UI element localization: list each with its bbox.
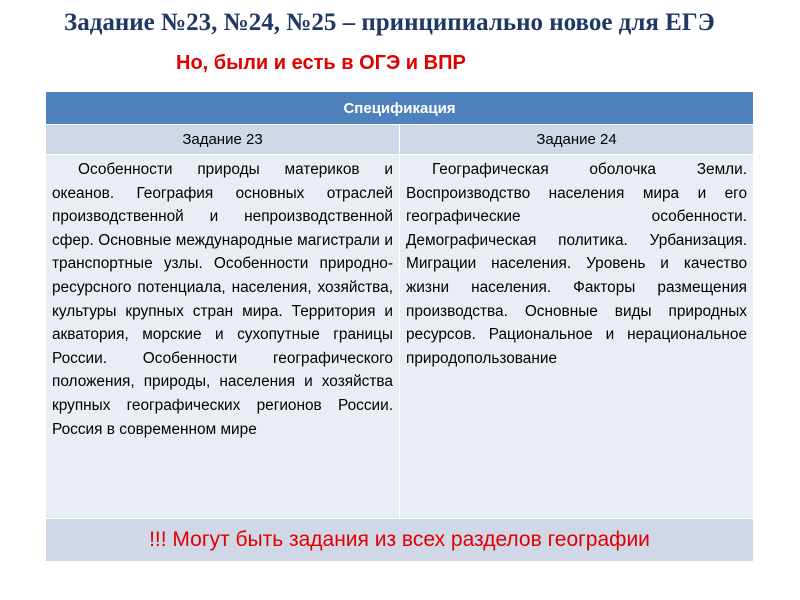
cell-task-24-content: Географическая оболочка Земли. Воспроизводство населения мира и его географические особенности. Демографическая политика. Урбанизация. Миграции населения. Уровень и качество жизни населения. Факторы размещения производства. Основные виды природных ресурсов. Рациональное и нерациональное природопользование: [400, 155, 754, 519]
table-row: [46, 155, 754, 519]
table-caption: Спецификация: [46, 92, 754, 125]
table-column-header-row: [46, 125, 754, 155]
specification-table: [45, 91, 754, 562]
table-footer-note: !!! Могут быть задания из всех разделов географии: [46, 519, 754, 562]
slide-title: Задание №23, №24, №25 – принципиально новое для ЕГЭ: [64, 9, 715, 36]
table-footer-row: [46, 519, 754, 562]
table-header-row: [46, 92, 754, 125]
slide-subtitle: Но, были и есть в ОГЭ и ВПР: [176, 52, 466, 74]
cell-task-23-content: Особенности природы материков и океанов. География основных отраслей производственной и непроизводственной сфер. Основные международные магистрали и транспортные узлы. Особенности природно- ресурсного потенциала, населения, хозяйства, культуры крупных стран мира. Территория и акватория, морские и сухопутные границы России. Особенности географического положения, природы, населения и хозяйства крупных географических регионов России. Россия в современном мире: [46, 155, 400, 519]
column-header-task-24: Задание 24: [400, 125, 754, 155]
column-header-task-23: Задание 23: [46, 125, 400, 155]
